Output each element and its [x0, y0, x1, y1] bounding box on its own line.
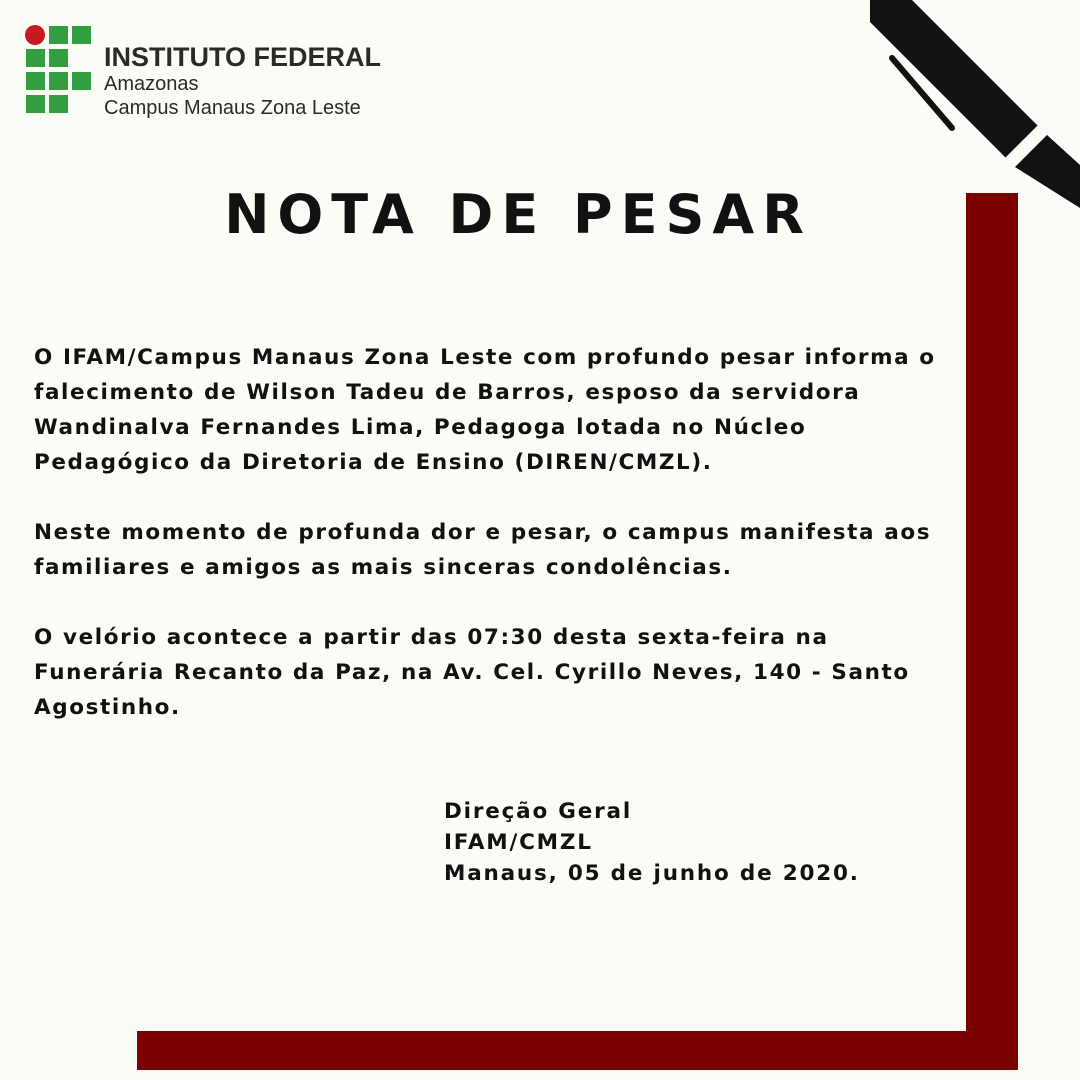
- signature-date: Manaus, 05 de junho de 2020.: [444, 861, 860, 886]
- signature-unit: IFAM/CMZL: [444, 830, 593, 855]
- notice-body: [34, 340, 964, 760]
- paragraph-announcement: O IFAM/Campus Manaus Zona Leste com profundo pesar informa o falecimento de Wilson Tadeu de Barros, esposo da servidora Wandinalva Fernandes Lima, Pedagoga lotada no Núcleo Pedagógico da Diretoria de Ensino (DIREN/CMZL).: [34, 345, 936, 475]
- signature-office: Direção Geral: [444, 799, 633, 824]
- frame-bottom-bar: [137, 1031, 1018, 1070]
- institution-name: INSTITUTO FEDERAL: [104, 42, 382, 72]
- institution-campus: Campus Manaus Zona Leste: [104, 97, 361, 119]
- institution-state: Amazonas: [104, 73, 199, 95]
- pen-icon: [870, 0, 1080, 210]
- paragraph-wake-details: O velório acontece a partir das 07:30 desta sexta-feira na Funerária Recanto da Paz, na Av. Cel. Cyrillo Neves, 140 - Santo Agostinho.: [34, 625, 910, 720]
- paragraph-condolences: Neste momento de profunda dor e pesar, o campus manifesta aos familiares e amigos as mais sinceras condolências.: [34, 520, 932, 580]
- frame-right-bar: [966, 193, 1018, 1070]
- signature-block: [444, 796, 860, 889]
- institution-logo-text: [104, 42, 381, 120]
- page-title: NOTA DE PESAR: [224, 183, 812, 246]
- ifam-logo-icon: [25, 25, 95, 115]
